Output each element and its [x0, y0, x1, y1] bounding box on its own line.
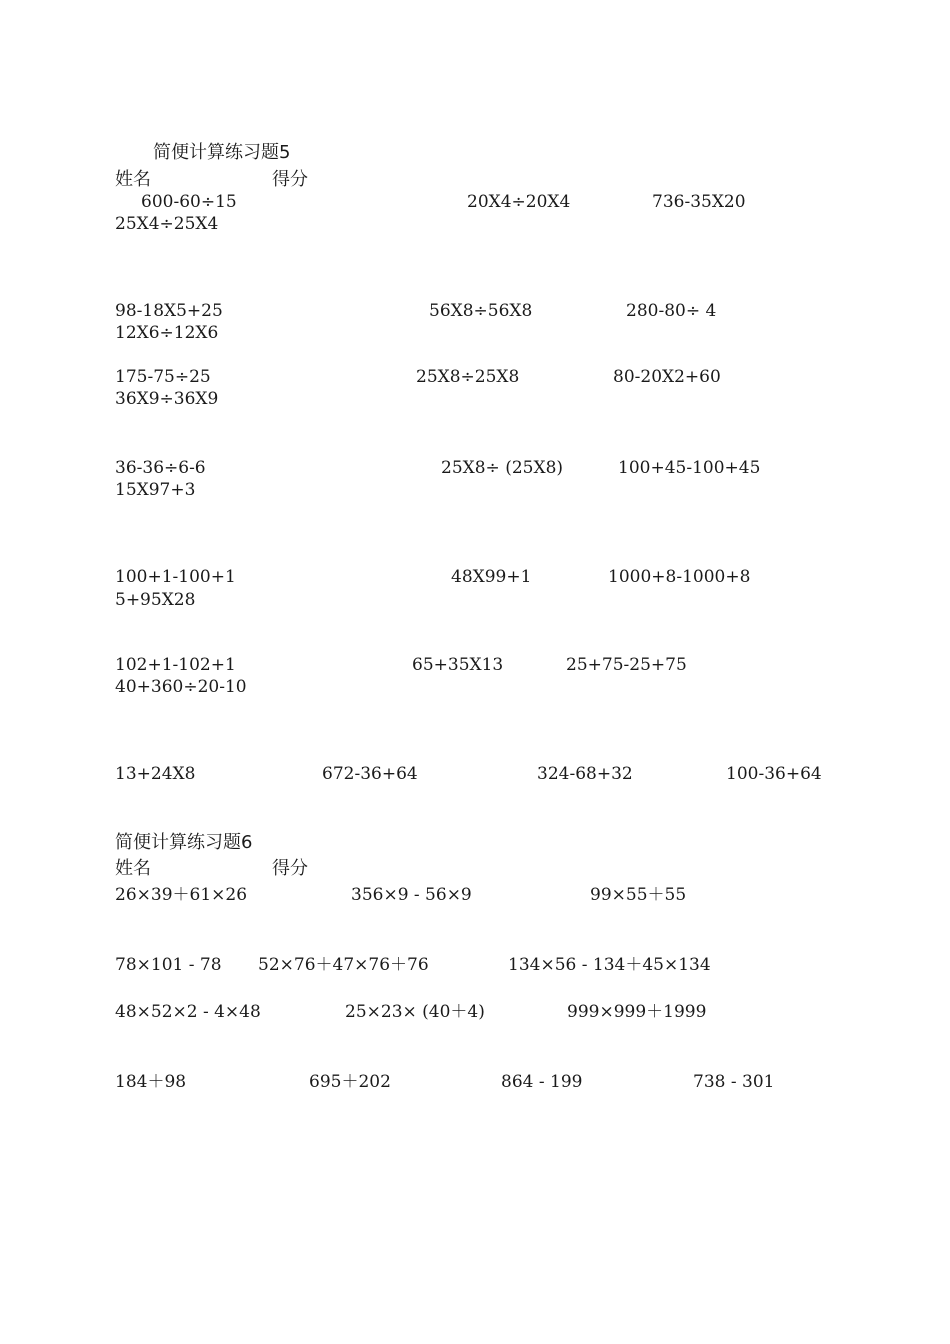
problem: 672-36+64 — [322, 764, 418, 784]
problem: 48×52×2 - 4×48 — [115, 1002, 261, 1022]
problem: 40+360÷20-10 — [115, 677, 247, 697]
problem: 695＋202 — [309, 1072, 391, 1092]
problem: 25X8÷ (25X8) — [441, 458, 564, 478]
problem: 12X6÷12X6 — [115, 323, 219, 343]
problem: 25X4÷25X4 — [115, 214, 219, 234]
section5-score-label: 得分 — [272, 169, 308, 190]
problem: 280-80÷ 4 — [626, 301, 717, 321]
problem: 25×23× (40＋4) — [345, 1002, 485, 1022]
problem: 20X4÷20X4 — [467, 192, 571, 212]
problem: 736-35X20 — [652, 192, 746, 212]
problem: 80-20X2+60 — [613, 367, 721, 387]
problem: 5+95X28 — [115, 590, 196, 610]
problem: 36X9÷36X9 — [115, 389, 219, 409]
problem: 56X8÷56X8 — [429, 301, 533, 321]
section5-name-label: 姓名 — [115, 169, 151, 190]
problem: 13+24X8 — [115, 764, 196, 784]
problem: 78×101 - 78 — [115, 955, 222, 975]
problem: 15X97+3 — [115, 480, 196, 500]
problem: 98-18X5+25 — [115, 301, 223, 321]
problem: 100+45-100+45 — [618, 458, 761, 478]
problem: 52×76＋47×76＋76 — [258, 955, 429, 975]
problem: 999×999＋1999 — [567, 1002, 707, 1022]
problem: 100-36+64 — [726, 764, 822, 784]
section5-title: 简便计算练习题5 — [153, 142, 291, 163]
problem: 175-75÷25 — [115, 367, 211, 387]
problem: 324-68+32 — [537, 764, 633, 784]
problem: 184＋98 — [115, 1072, 187, 1092]
problem: 65+35X13 — [412, 655, 504, 675]
problem: 36-36÷6-6 — [115, 458, 206, 478]
problem: 25X8÷25X8 — [416, 367, 520, 387]
problem: 26×39＋61×26 — [115, 885, 248, 905]
problem: 356×9 - 56×9 — [351, 885, 472, 905]
problem: 99×55＋55 — [590, 885, 687, 905]
problem: 48X99+1 — [451, 567, 532, 587]
problem: 25+75-25+75 — [566, 655, 687, 675]
problem: 864 - 199 — [501, 1072, 583, 1092]
problem: 1000+8-1000+8 — [608, 567, 751, 587]
problem: 102+1-102+1 — [115, 655, 236, 675]
section6-title: 简便计算练习题6 — [115, 832, 253, 853]
problem: 738 - 301 — [693, 1072, 775, 1092]
section6-name-label: 姓名 — [115, 858, 151, 879]
problem: 134×56 - 134＋45×134 — [508, 955, 711, 975]
section6-score-label: 得分 — [272, 858, 308, 879]
problem: 100+1-100+1 — [115, 567, 236, 587]
problem: 600-60÷15 — [141, 192, 237, 212]
